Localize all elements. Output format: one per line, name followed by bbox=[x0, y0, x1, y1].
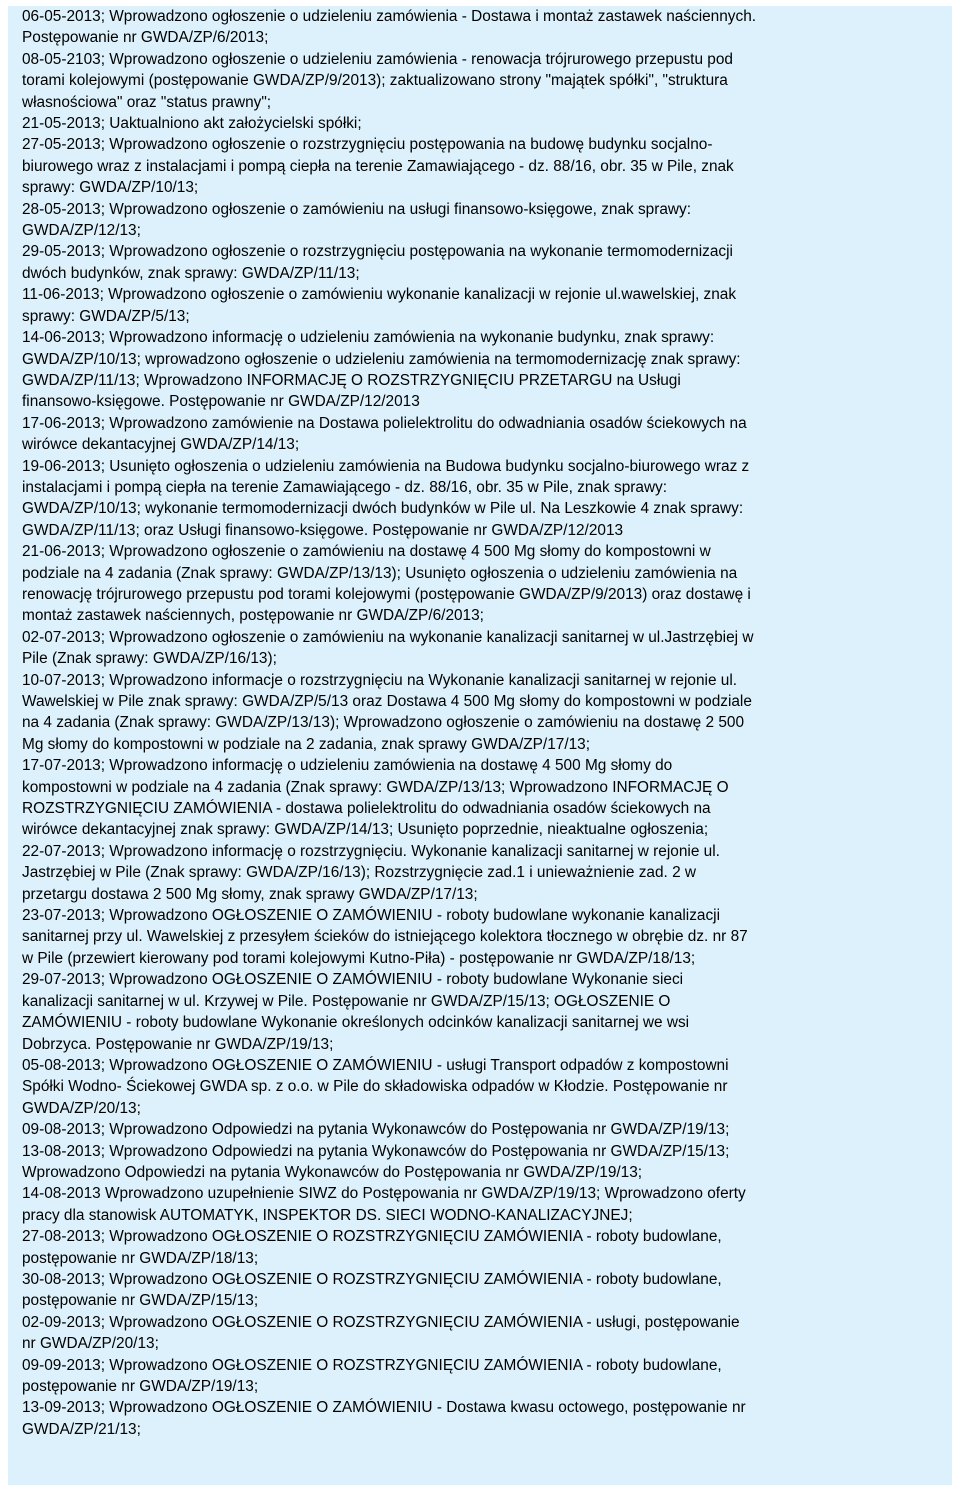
document-line: ROZSTRZYGNIĘCIU ZAMÓWIENIA - dostawa polielektrolitu do odwadniania osadów ściekowych na bbox=[22, 800, 711, 818]
document-line: ZAMÓWIENIU - roboty budowlane Wykonanie określonych odcinków kanalizacji sanitarnej we wsi bbox=[22, 1014, 690, 1032]
document-line: wirówce dekantacyjnej GWDA/ZP/14/13; bbox=[22, 436, 300, 454]
document-line: podziale na 4 zadania (Znak sprawy: GWDA/ZP/13/13); Usunięto ogłoszenia o udzieleniu zamówienia na bbox=[22, 564, 738, 582]
document-line: 17-07-2013; Wprowadzono informację o udzieleniu zamówienia na dostawę 4 500 Mg słomy do bbox=[22, 757, 673, 775]
document-line: 17-06-2013; Wprowadzono zamówienie na Dostawa polielektrolitu do odwadniania osadów ściekowych na bbox=[22, 414, 747, 432]
document-line: kompostowni w podziale na 4 zadania (Znak sprawy: GWDA/ZP/13/13; Wprowadzono INFORMACJĘ O bbox=[22, 778, 729, 796]
document-line: 02-09-2013; Wprowadzono OGŁOSZENIE O ROZSTRZYGNIĘCIU ZAMÓWIENIA - usługi, postępowanie bbox=[22, 1313, 740, 1331]
document-line: 08-05-2103; Wprowadzono ogłoszenie o udzieleniu zamówienia - renowacja trójrurowego przepustu pod bbox=[22, 50, 733, 68]
document-line: GWDA/ZP/21/13; bbox=[22, 1420, 141, 1438]
document-line: postępowanie nr GWDA/ZP/19/13; bbox=[22, 1378, 259, 1395]
document-line: Wprowadzono Odpowiedzi na pytania Wykonawców do Postępowania nr GWDA/ZP/19/13; bbox=[22, 1163, 643, 1181]
document-line: 11-06-2013; Wprowadzono ogłoszenie o zamówieniu wykonanie kanalizacji w rejonie ul.wawelskiej, znak bbox=[22, 286, 737, 304]
changelog-panel bbox=[8, 6, 952, 1485]
document-line: 09-08-2013; Wprowadzono Odpowiedzi na pytania Wykonawców do Postępowania nr GWDA/ZP/19/13; bbox=[22, 1121, 730, 1139]
document-line: GWDA/ZP/10/13; wykonanie termomodernizacji dwóch budynków w Pile ul. Na Leszkowie 4 znak sprawy: bbox=[22, 500, 744, 518]
document-line: Spółki Wodno- Ściekowej GWDA sp. z o.o. w Pile do składowiska odpadów w Kłodzie. Postępowanie nr bbox=[22, 1078, 728, 1096]
document-line: 27-05-2013; Wprowadzono ogłoszenie o rozstrzygnięciu postępowania na budowę budynku socjalno- bbox=[22, 136, 713, 154]
document-line: finansowo-księgowe. Postępowanie nr GWDA/ZP/12/2013 bbox=[22, 393, 420, 411]
document-line: postępowanie nr GWDA/ZP/18/13; bbox=[22, 1249, 259, 1267]
document-line: 23-07-2013; Wprowadzono OGŁOSZENIE O ZAMÓWIENIU - roboty budowlane wykonanie kanalizacji bbox=[22, 907, 721, 925]
document-line: 14-08-2013 Wprowadzono uzupełnienie SIWZ do Postępowania nr GWDA/ZP/19/13; Wprowadzono oferty bbox=[22, 1185, 746, 1203]
document-line: 21-05-2013; Uaktualniono akt założycielski spółki; bbox=[22, 115, 362, 133]
document-line: w Pile (przewiert kierowany pod torami kolejowymi Kutno-Piła) - postępowanie nr GWDA/ZP/18/13; bbox=[22, 949, 696, 967]
document-line: Mg słomy do kompostowni w podziale na 2 zadania, znak sprawy GWDA/ZP/17/13; bbox=[22, 735, 591, 753]
document-line: 14-06-2013; Wprowadzono informację o udzieleniu zamówienia na wykonanie budynku, znak sprawy: bbox=[22, 329, 715, 347]
document-line: GWDA/ZP/12/13; bbox=[22, 222, 141, 240]
document-line: 13-09-2013; Wprowadzono OGŁOSZENIE O ZAMÓWIENIU - Dostawa kwasu octowego, postępowanie nr bbox=[22, 1399, 746, 1417]
document-line: własnościowa" oraz "status prawny"; bbox=[22, 93, 272, 111]
document-line: 10-07-2013; Wprowadzono informacje o rozstrzygnięciu na Wykonanie kanalizacji sanitarnej w rejonie ul. bbox=[22, 671, 738, 689]
document-line: 30-08-2013; Wprowadzono OGŁOSZENIE O ROZSTRZYGNIĘCIU ZAMÓWIENIA - roboty budowlane, bbox=[22, 1270, 722, 1288]
document-line: 13-08-2013; Wprowadzono Odpowiedzi na pytania Wykonawców do Postępowania nr GWDA/ZP/15/13; bbox=[22, 1142, 730, 1160]
document-line: GWDA/ZP/10/13; wprowadzono ogłoszenie o udzieleniu zamówienia na termomodernizację znak sprawy: bbox=[22, 350, 741, 368]
document-line: Postępowanie nr GWDA/ZP/6/2013; bbox=[22, 29, 269, 47]
document-line: pracy dla stanowisk AUTOMATYK, INSPEKTOR DS. SIECI WODNO-KANALIZACYJNEJ; bbox=[22, 1206, 633, 1224]
document-line: sanitarnej przy ul. Wawelskiej z przesyłem ścieków do istniejącego kolektora tłocznego w obrębie dz. nr 87 bbox=[22, 928, 748, 946]
document-line: Pile (Znak sprawy: GWDA/ZP/16/13); bbox=[22, 650, 277, 668]
document-line: na 4 zadania (Znak sprawy: GWDA/ZP/13/13); Wprowadzono ogłoszenie o zamówieniu na dostawę 2 500 bbox=[22, 714, 745, 732]
document-line: 02-07-2013; Wprowadzono ogłoszenie o zamówieniu na wykonanie kanalizacji sanitarnej w ul.Jastrzębiej w bbox=[22, 628, 754, 646]
document-line: 29-05-2013; Wprowadzono ogłoszenie o rozstrzygnięciu postępowania na wykonanie termomodernizacji bbox=[22, 243, 733, 261]
document-line: 09-09-2013; Wprowadzono OGŁOSZENIE O ROZSTRZYGNIĘCIU ZAMÓWIENIA - roboty budowlane, bbox=[22, 1356, 722, 1374]
document-line: torami kolejowymi (postępowanie GWDA/ZP/9/2013); zaktualizowano strony "majątek spółki", "struktura bbox=[22, 72, 728, 90]
changelog-text bbox=[22, 6, 942, 1440]
document-line: kanalizacji sanitarnej w ul. Krzywej w Pile. Postępowanie nr GWDA/ZP/15/13; OGŁOSZENIE O bbox=[22, 992, 671, 1010]
document-line: nr GWDA/ZP/20/13; bbox=[22, 1335, 159, 1353]
document-line: wirówce dekantacyjnej znak sprawy: GWDA/ZP/14/13; Usunięto poprzednie, nieaktualne ogłoszenia; bbox=[22, 821, 709, 839]
document-line: Wawelskiej w Pile znak sprawy: GWDA/ZP/5/13 oraz Dostawa 4 500 Mg słomy do kompostowni w podziale bbox=[22, 693, 752, 710]
document-line: renowację trójrurowego przepustu pod torami kolejowymi (postępowanie GWDA/ZP/9/2013) oraz dostawę i bbox=[22, 585, 751, 603]
document-line: biurowego wraz z instalacjami i pompą ciepła na terenie Zamawiającego - dz. 88/16, obr. 35 w Pile, znak bbox=[22, 157, 734, 175]
document-line: 29-07-2013; Wprowadzono OGŁOSZENIE O ZAMÓWIENIU - roboty budowlane Wykonanie sieci bbox=[22, 971, 684, 989]
document-line: 27-08-2013; Wprowadzono OGŁOSZENIE O ROZSTRZYGNIĘCIU ZAMÓWIENIA - roboty budowlane, bbox=[22, 1228, 722, 1246]
document-line: GWDA/ZP/11/13; Wprowadzono INFORMACJĘ O ROZSTRZYGNIĘCIU PRZETARGU na Usługi bbox=[22, 371, 681, 389]
document-line: 06-05-2013; Wprowadzono ogłoszenie o udzieleniu zamówienia - Dostawa i montaż zastawek naściennych. bbox=[22, 8, 757, 25]
document-line: sprawy: GWDA/ZP/10/13; bbox=[22, 179, 199, 197]
document-line: 21-06-2013; Wprowadzono ogłoszenie o zamówieniu na dostawę 4 500 Mg słomy do kompostowni w bbox=[22, 543, 711, 561]
document-line: Dobrzyca. Postępowanie nr GWDA/ZP/19/13; bbox=[22, 1035, 334, 1053]
document-line: 28-05-2013; Wprowadzono ogłoszenie o zamówieniu na usługi finansowo-księgowe, znak sprawy: bbox=[22, 200, 692, 218]
document-line: postępowanie nr GWDA/ZP/15/13; bbox=[22, 1292, 259, 1310]
document-line: Jastrzębiej w Pile (Znak sprawy: GWDA/ZP/16/13); Rozstrzygnięcie zad.1 i unieważnienie zad. 2 w bbox=[22, 864, 697, 882]
document-line: instalacjami i pompą ciepła na terenie Zamawiającego - dz. 88/16, obr. 35 w Pile, znak sprawy: bbox=[22, 478, 668, 496]
document-line: GWDA/ZP/20/13; bbox=[22, 1099, 141, 1117]
document-line: 22-07-2013; Wprowadzono informację o rozstrzygnięciu. Wykonanie kanalizacji sanitarnej w rejonie ul. bbox=[22, 842, 720, 860]
document-line: przetargu dostawa 2 500 Mg słomy, znak sprawy GWDA/ZP/17/13; bbox=[22, 885, 478, 903]
document-line: montaż zastawek naściennych, postępowanie nr GWDA/ZP/6/2013; bbox=[22, 607, 484, 625]
document-line: GWDA/ZP/11/13; oraz Usługi finansowo-księgowe. Postępowanie nr GWDA/ZP/12/2013 bbox=[22, 521, 624, 539]
document-line: 19-06-2013; Usunięto ogłoszenia o udzieleniu zamówienia na Budowa budynku socjalno-biurowego wraz z bbox=[22, 457, 750, 475]
document-line: 05-08-2013; Wprowadzono OGŁOSZENIE O ZAMÓWIENIU - usługi Transport odpadów z kompostowni bbox=[22, 1056, 729, 1074]
document-line: sprawy: GWDA/ZP/5/13; bbox=[22, 307, 190, 325]
document-line: dwóch budynków, znak sprawy: GWDA/ZP/11/13; bbox=[22, 264, 360, 282]
